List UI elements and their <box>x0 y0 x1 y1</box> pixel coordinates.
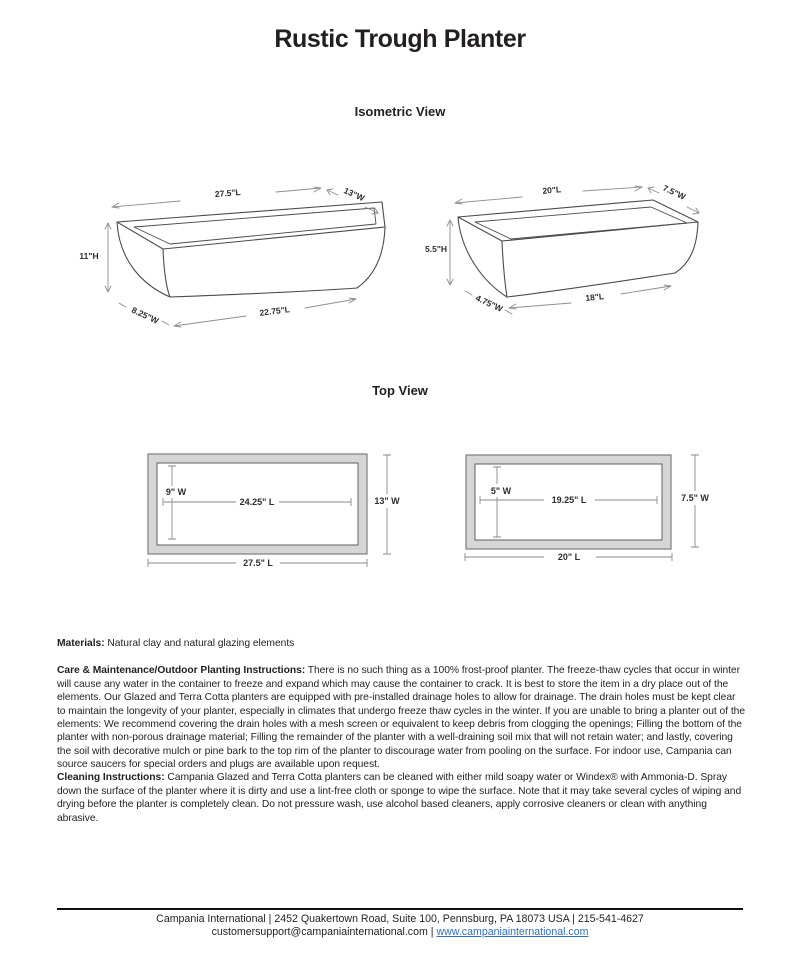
tv-outer-width-large: 13" W <box>374 496 400 506</box>
care-maintenance-paragraph <box>57 664 746 771</box>
top-view-drawing-large-planter <box>140 448 410 573</box>
footer-links-line <box>0 926 800 938</box>
tv-inner-width-large: 9" W <box>165 487 187 497</box>
isometric-drawing-large-planter <box>62 180 422 350</box>
dim-base-width-large: 8.25"W <box>130 304 161 326</box>
dim-base-length-small: 18"L <box>584 291 605 303</box>
top-view-heading: Top View <box>372 383 428 398</box>
materials-text: Natural clay and natural glazing elements <box>107 638 295 650</box>
dim-base-width-small: 4.75"W <box>474 292 505 314</box>
care-maintenance-text: There is no such thing as a 100% frost-proof planter. The freeze-thaw cycles that occur in winter will cause any water in the container to freeze and expand which may cause the container to crack. It is best to store the item in a dry place out of the elements. Our Glazed and Terra Cotta planters are equipped with pre-installed drainage holes to allow for drainage. The drain holes must be kept clear to maintain the longevity of your planter, especially in climates that undergo freeze thaw cycles in the winter. If you are unable to bring a planter out of the elements: We recommend covering the drain holes with a mesh screen or equivalent to keep debris from clogging the openings; Filling the bottom of the planter with non-porous drainage material; Filling the remainder of the planter with a well-draining soil mix that will not retain water; and lastly, covering the soil with decorative mulch or pine bark to the top rim of the planter to discourage water from pooling on the surface. For indoor use, Campania can source saucers for special orders and plugs are available upon request. <box>57 665 746 771</box>
dim-top-length-large: 27.5"L <box>214 186 242 200</box>
footer-divider <box>57 908 743 910</box>
footer-contact-line: Campania International | 2452 Quakertown Road, Suite 100, Pennsburg, PA 18073 USA | 215-541-4627 <box>156 913 644 925</box>
isometric-view-heading: Isometric View <box>354 104 446 119</box>
materials-label: Materials: <box>57 638 105 650</box>
materials-paragraph <box>57 637 746 650</box>
tv-inner-length-large: 24.25" L <box>239 497 275 507</box>
footer-separator: | <box>430 926 434 938</box>
tv-outer-length-small: 20" L <box>557 552 581 562</box>
planter-body-large <box>117 202 385 297</box>
isometric-drawing-small-planter <box>423 178 753 328</box>
top-view-drawing-small-planter <box>455 448 720 573</box>
dim-height-small: 5.5"H <box>425 244 447 254</box>
tv-inner-length-small: 19.25" L <box>551 495 587 505</box>
dim-top-length-small: 20"L <box>541 184 562 196</box>
dim-top-width-small: 7.5"W <box>661 182 688 202</box>
planter-body-small <box>458 200 698 297</box>
tv-outer-width-small: 7.5" W <box>681 493 709 503</box>
cleaning-paragraph <box>57 771 746 825</box>
footer-website-link[interactable]: www.campaniainternational.com <box>436 926 589 938</box>
tv-outer-length-large: 27.5" L <box>243 558 273 568</box>
dim-height-large: 11"H <box>79 251 99 261</box>
cleaning-text: Campania Glazed and Terra Cotta planters can be cleaned with either mild soapy water or Windex® with Ammonia-D. Spray down the surface of the planter where it is dirty and use a lint-free cloth or sponge to wipe the surface. Note that it may take several cycles of wiping and drying before the planter is completely clean. Do not pressure wash, use alcohol based cleaners, apply corrosive cleaners or clean with anything abrasive. <box>57 772 742 824</box>
dim-top-width-large: 13"W <box>342 185 367 204</box>
care-maintenance-label: Care & Maintenance/Outdoor Planting Instructions: <box>57 665 306 677</box>
footer-email: customersupport@campaniainternational.com <box>211 926 428 938</box>
tv-inner-width-small: 5" W <box>490 486 512 496</box>
cleaning-label: Cleaning Instructions: <box>57 772 165 784</box>
dim-base-length-large: 22.75"L <box>258 304 291 318</box>
page-title: Rustic Trough Planter <box>274 25 526 53</box>
